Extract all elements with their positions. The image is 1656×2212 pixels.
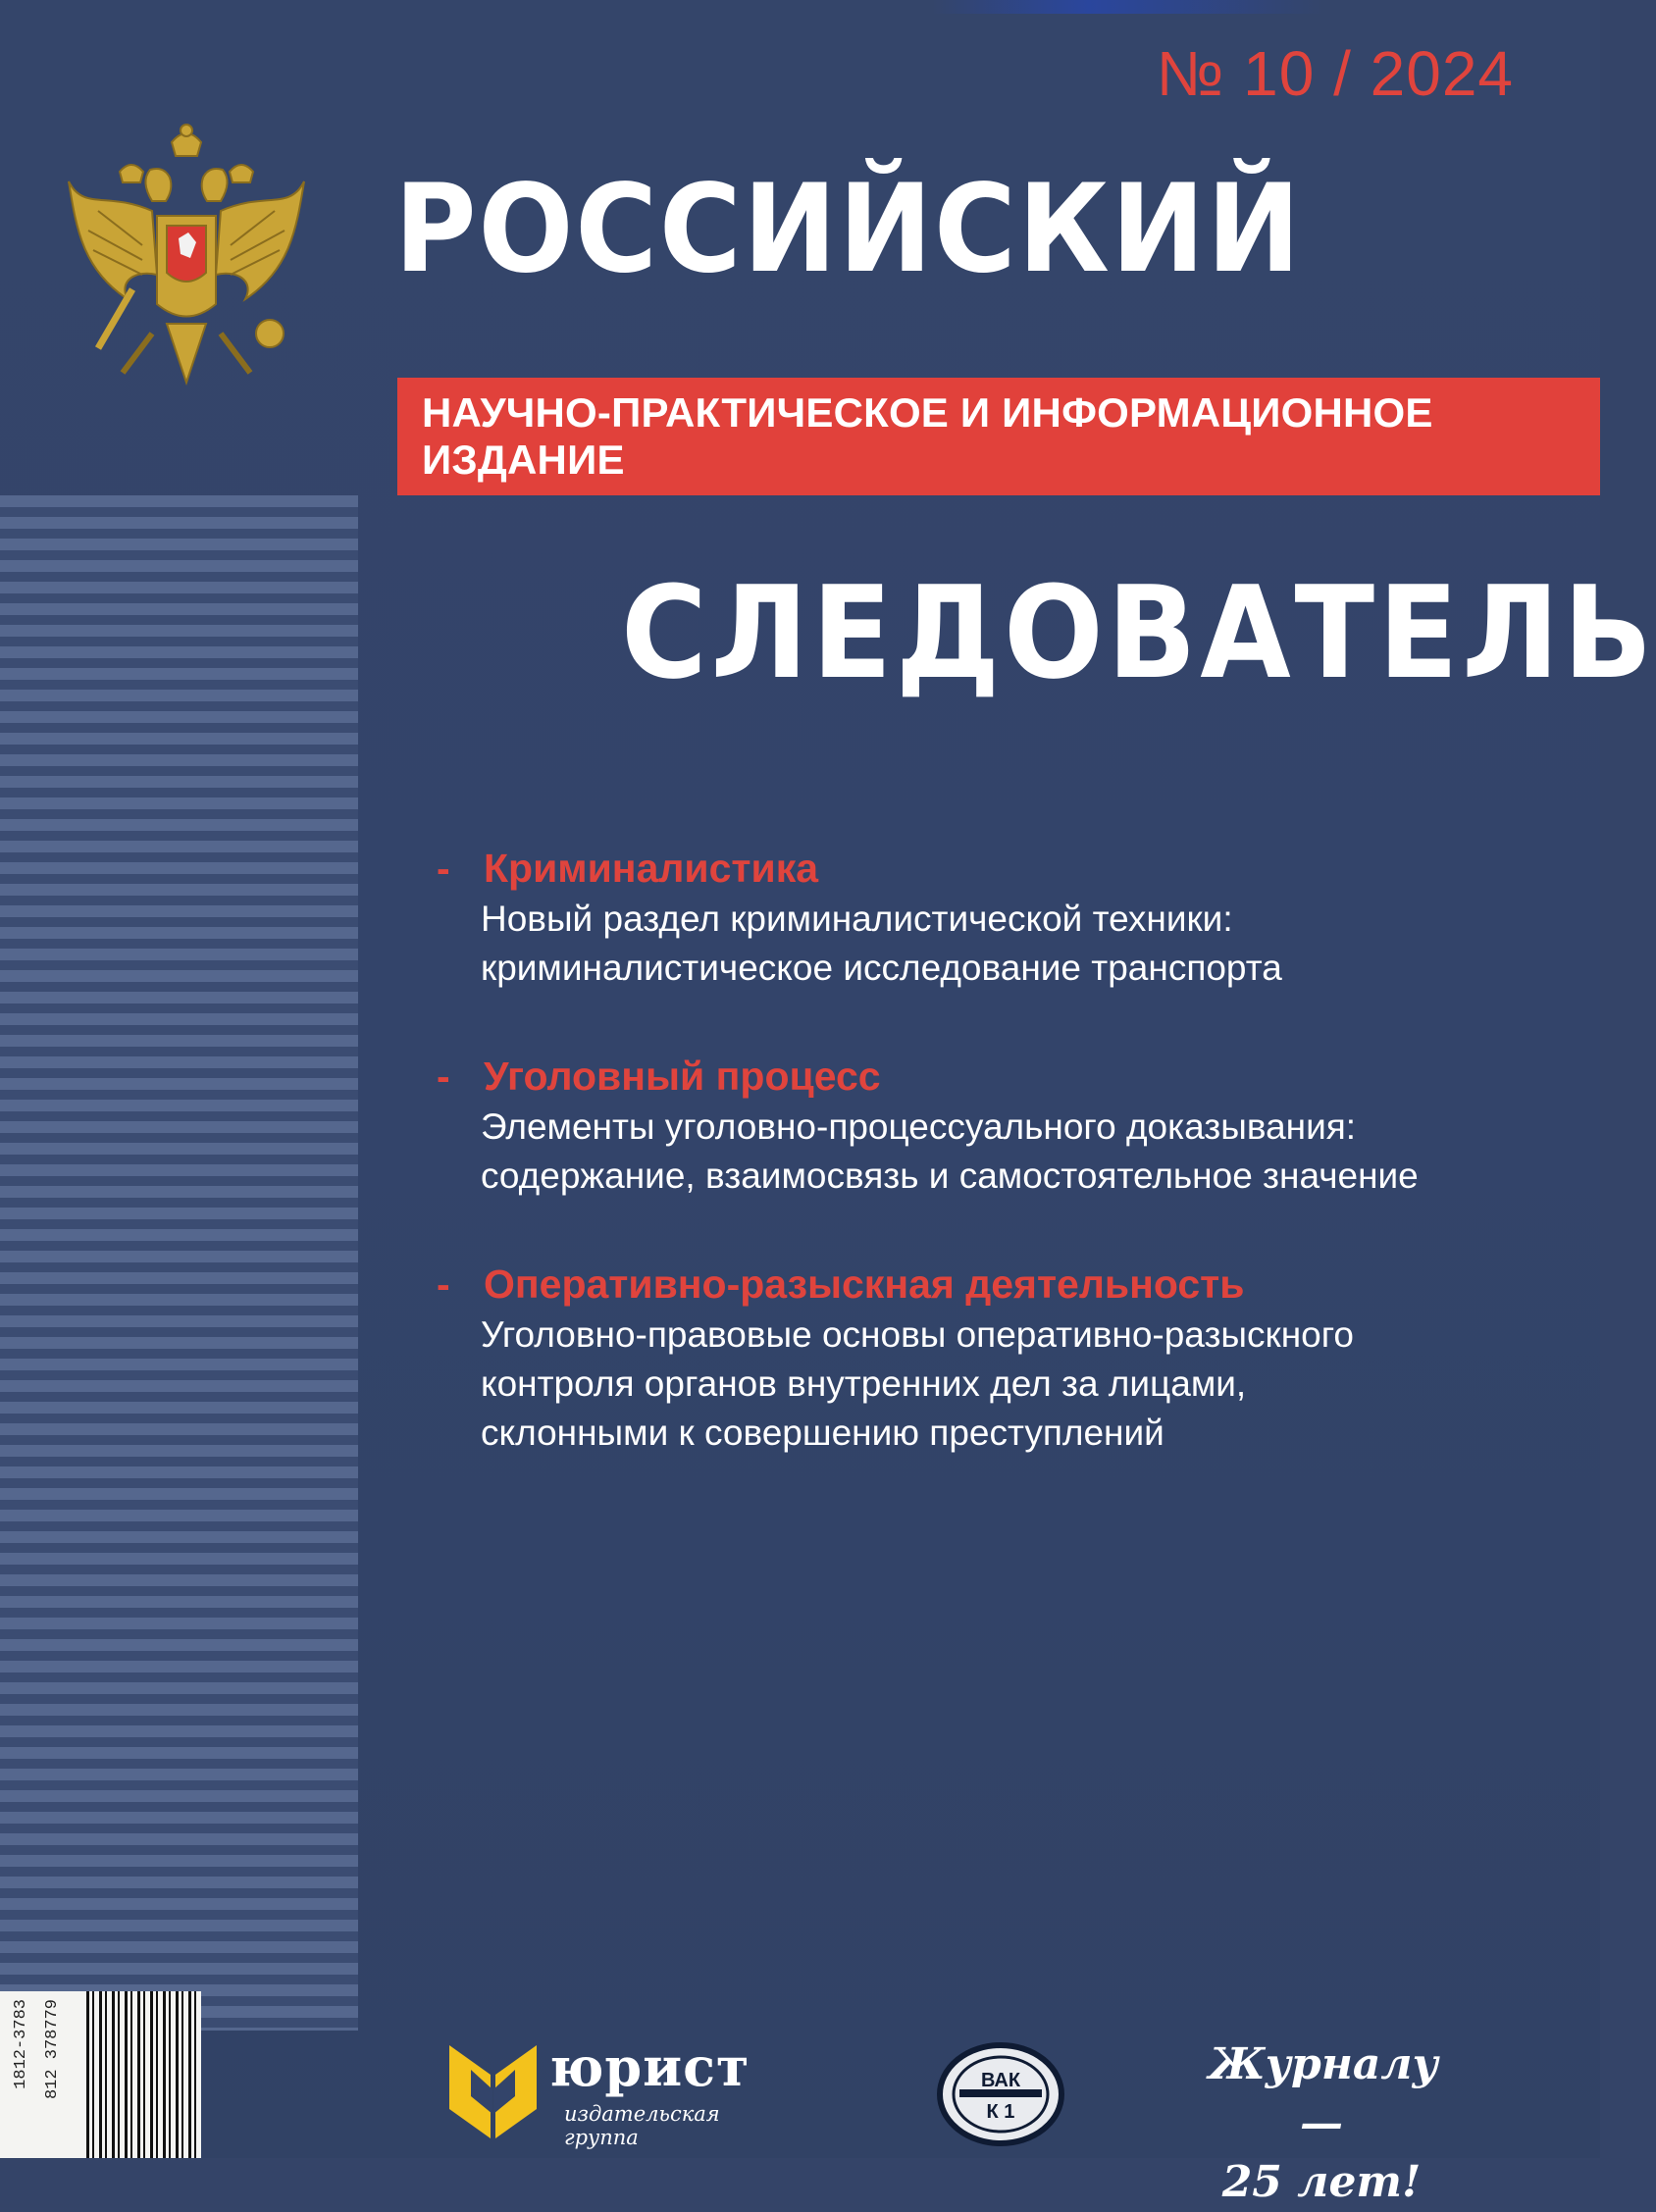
vak-label-top: ВАК xyxy=(980,2070,1021,2091)
vak-label-bottom: К 1 xyxy=(986,2101,1015,2123)
section-line: содержание, взаимосвязь и самостоятельное значение xyxy=(481,1156,1419,1196)
subtitle-band xyxy=(397,378,1600,495)
section-heading xyxy=(437,846,1545,891)
section-description xyxy=(481,1103,1545,1201)
section-title: Уголовный процесс xyxy=(484,1054,881,1099)
section-line: Уголовно-правовые основы оперативно-разыскного xyxy=(481,1314,1354,1355)
decorative-stripes xyxy=(0,495,358,2031)
vak-badge-icon xyxy=(932,2040,1069,2148)
scan-mark xyxy=(932,0,1324,14)
section-criminalistics xyxy=(437,846,1545,993)
publisher-subtitle-line: издательская xyxy=(564,2102,720,2126)
publisher-subtitle xyxy=(564,2102,720,2149)
section-dash: - xyxy=(437,1261,450,1307)
section-operational-search xyxy=(437,1261,1545,1458)
anniversary-line: 25 лет! xyxy=(1221,2157,1422,2207)
barcode xyxy=(0,1991,201,2158)
section-title: Криминалистика xyxy=(484,846,819,891)
issue-number: № 10 / 2024 xyxy=(1156,38,1514,109)
section-line: Элементы уголовно-процессуального доказывания: xyxy=(481,1106,1357,1147)
title-main: СЛЕДОВАТЕЛЬ xyxy=(621,558,1656,707)
section-heading xyxy=(437,1261,1545,1307)
section-line: криминалистическое исследование транспорта xyxy=(481,948,1282,988)
anniversary-line: Журналу — xyxy=(1209,2039,1438,2148)
vak-badge xyxy=(932,2040,1069,2148)
publisher-name: юрист xyxy=(549,2035,750,2098)
section-description xyxy=(481,1311,1545,1458)
anniversary-note xyxy=(1209,2035,1438,2212)
section-title: Оперативно-разыскная деятельность xyxy=(484,1261,1245,1307)
section-dash: - xyxy=(437,846,450,891)
section-heading xyxy=(437,1054,1545,1099)
publisher-book-icon xyxy=(441,2035,544,2143)
section-description xyxy=(481,895,1545,993)
subtitle-text: НАУЧНО-ПРАКТИЧЕСКОЕ И ИНФОРМАЦИОННОЕ ИЗДАНИЕ xyxy=(422,389,1433,483)
publisher-subtitle-line: группа xyxy=(564,2126,639,2149)
issn-number: 1812-3783 xyxy=(12,1999,30,2089)
contents-list xyxy=(437,846,1545,1518)
section-line: Новый раздел криминалистической техники: xyxy=(481,899,1233,939)
section-dash: - xyxy=(437,1054,450,1099)
publisher-logo xyxy=(441,2035,765,2148)
title-top: РОССИЙСКИЙ xyxy=(394,159,1303,300)
section-line: контроля органов внутренних дел за лицами, xyxy=(481,1363,1247,1404)
ean-number: 812 378779 xyxy=(43,1999,62,2100)
barcode-bars xyxy=(86,1991,201,2158)
section-criminal-procedure xyxy=(437,1054,1545,1201)
section-line: склонными к совершению преступлений xyxy=(481,1413,1164,1453)
coat-of-arms-icon xyxy=(59,123,314,397)
